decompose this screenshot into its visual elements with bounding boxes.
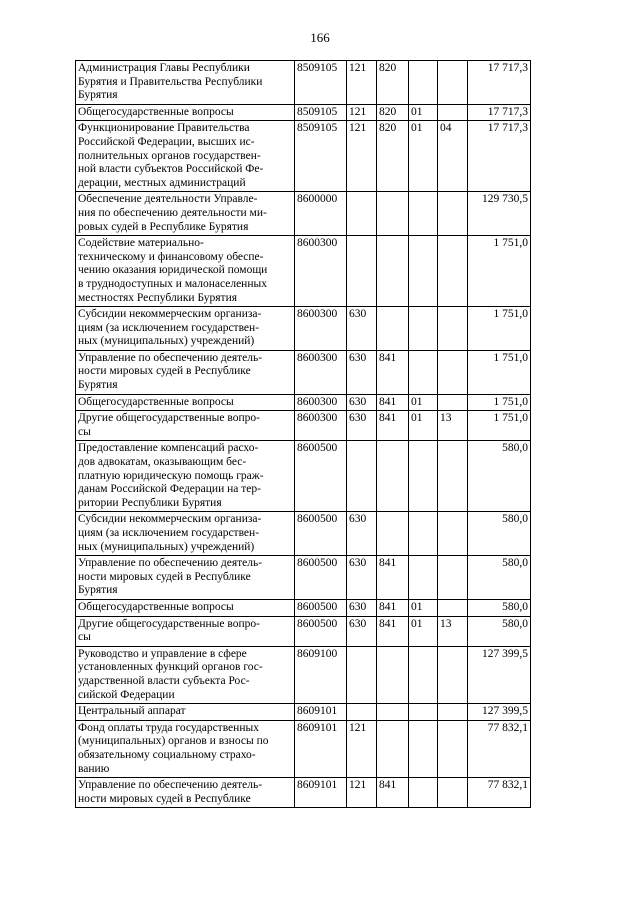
table-row — [76, 720, 531, 777]
code-cell: 8509105 — [295, 61, 347, 105]
row-name-cell — [76, 236, 295, 307]
ministry-cell — [377, 236, 409, 307]
ministry-cell: 820 — [377, 104, 409, 121]
code-cell: 8509105 — [295, 121, 347, 192]
row-name-cell — [76, 104, 295, 121]
row-name-line: Администрация Главы Республики — [78, 62, 250, 74]
subsection-cell — [438, 350, 468, 394]
amount-cell: 1 751,0 — [468, 236, 531, 307]
row-name-line: Обеспечение деятельности Управле- — [78, 193, 258, 206]
ministry-cell — [377, 441, 409, 512]
section-cell: 01 — [409, 411, 438, 441]
ministry-cell: 841 — [377, 411, 409, 441]
row-name-line: Субсидии некоммерческим организа- — [78, 308, 262, 321]
expense-type-cell: 121 — [347, 778, 377, 808]
section-cell: 01 — [409, 104, 438, 121]
amount-cell: 580,0 — [468, 599, 531, 616]
row-name-line: Центральный аппарат — [78, 705, 186, 718]
table-row — [76, 394, 531, 411]
row-name-cell — [76, 61, 295, 105]
row-name-line: ударственной власти субъекта Рос- — [78, 674, 250, 687]
section-cell — [409, 512, 438, 556]
code-cell: 8600000 — [295, 192, 347, 236]
table-row — [76, 411, 531, 441]
amount-cell: 580,0 — [468, 616, 531, 646]
expense-type-cell: 121 — [347, 104, 377, 121]
amount-cell: 1 751,0 — [468, 307, 531, 351]
code-cell: 8609100 — [295, 646, 347, 703]
row-name-line: сийской Федерации — [78, 688, 175, 701]
row-name-line: платную юридическую помощь граж- — [78, 469, 264, 482]
row-name-line: Российской Федерации, высших ис- — [78, 135, 255, 148]
row-name-line: Общегосударственные вопросы — [78, 105, 234, 118]
row-name-line: ности мировых судей в Республике — [78, 792, 251, 805]
ministry-cell — [377, 307, 409, 351]
amount-cell: 1 751,0 — [468, 411, 531, 441]
row-name-cell — [76, 121, 295, 192]
row-name-cell — [76, 350, 295, 394]
code-cell: 8609101 — [295, 720, 347, 777]
amount-cell: 580,0 — [468, 556, 531, 600]
ministry-cell — [377, 646, 409, 703]
table-row — [76, 556, 531, 600]
expense-type-cell: 121 — [347, 720, 377, 777]
table-row — [76, 61, 531, 105]
amount-cell: 127 399,5 — [468, 646, 531, 703]
row-name-cell — [76, 556, 295, 600]
ministry-cell: 841 — [377, 394, 409, 411]
ministry-cell: 841 — [377, 599, 409, 616]
row-name-line: сы — [78, 425, 91, 438]
subsection-cell — [438, 599, 468, 616]
budget-table — [75, 60, 531, 808]
row-name-line: Бурятия — [78, 584, 118, 597]
amount-cell: 17 717,3 — [468, 121, 531, 192]
expense-type-cell: 121 — [347, 61, 377, 105]
row-name-cell — [76, 720, 295, 777]
table-body — [76, 61, 531, 808]
table-row — [76, 599, 531, 616]
section-cell: 01 — [409, 121, 438, 192]
row-name-cell — [76, 441, 295, 512]
row-name-cell — [76, 646, 295, 703]
row-name-line: сы — [78, 631, 91, 644]
section-cell — [409, 556, 438, 600]
amount-cell: 580,0 — [468, 441, 531, 512]
row-name-line: ния по обеспечению деятельности ми- — [78, 206, 267, 219]
row-name-cell — [76, 512, 295, 556]
row-name-line: Содействие материально- — [78, 237, 204, 250]
table-row — [76, 307, 531, 351]
row-name-line: в труднодоступных и малонаселенных — [78, 277, 267, 290]
row-name-cell — [76, 616, 295, 646]
row-name-cell — [76, 307, 295, 351]
row-name-line: ной власти субъектов Российской Фе- — [78, 163, 264, 176]
section-cell — [409, 441, 438, 512]
row-name-line: Фонд оплаты труда государственных — [78, 721, 259, 734]
code-cell: 8600300 — [295, 411, 347, 441]
code-cell: 8609101 — [295, 778, 347, 808]
subsection-cell — [438, 192, 468, 236]
ministry-cell — [377, 192, 409, 236]
row-name-line: Общегосударственные вопросы — [78, 395, 234, 408]
row-name-cell — [76, 394, 295, 411]
subsection-cell: 13 — [438, 411, 468, 441]
expense-type-cell: 630 — [347, 350, 377, 394]
expense-type-cell: 630 — [347, 616, 377, 646]
expense-type-cell — [347, 192, 377, 236]
row-name-line: циям (за исключением государствен- — [78, 527, 260, 539]
row-name-line: Бурятия — [78, 89, 118, 102]
amount-cell: 1 751,0 — [468, 394, 531, 411]
subsection-cell — [438, 646, 468, 703]
row-name-line: чению оказания юридической помощи — [78, 264, 268, 277]
expense-type-cell — [347, 704, 377, 721]
code-cell: 8600300 — [295, 307, 347, 351]
ministry-cell: 820 — [377, 121, 409, 192]
expense-type-cell: 121 — [347, 121, 377, 192]
row-name-line: дерации, местных администраций — [78, 176, 246, 189]
subsection-cell — [438, 512, 468, 556]
row-name-line: дов адвокатам, оказывающим бес- — [78, 456, 247, 469]
code-cell: 8600500 — [295, 512, 347, 556]
subsection-cell — [438, 61, 468, 105]
table-row — [76, 441, 531, 512]
table-row — [76, 778, 531, 808]
row-name-line: ности мировых судей в Республике — [78, 365, 251, 378]
code-cell: 8600300 — [295, 350, 347, 394]
row-name-line: Другие общегосударственные вопро- — [78, 617, 260, 630]
section-cell — [409, 646, 438, 703]
table-row — [76, 104, 531, 121]
section-cell — [409, 720, 438, 777]
section-cell — [409, 192, 438, 236]
row-name-line: Субсидии некоммерческим организа- — [78, 513, 262, 526]
expense-type-cell: 630 — [347, 394, 377, 411]
row-name-line: ванию — [78, 762, 110, 775]
row-name-line: местностях Республики Бурятия — [78, 291, 238, 304]
row-name-cell — [76, 704, 295, 721]
row-name-line: Бурятия и Правительства Республики — [78, 75, 263, 88]
row-name-line: Предоставление компенсаций расхо- — [78, 442, 259, 455]
row-name-line: Управление по обеспечению деятель- — [78, 557, 263, 570]
expense-type-cell: 630 — [347, 556, 377, 600]
row-name-line: Другие общегосударственные вопро- — [78, 412, 260, 425]
expense-type-cell: 630 — [347, 512, 377, 556]
table-row — [76, 192, 531, 236]
row-name-cell — [76, 778, 295, 808]
ministry-cell: 820 — [377, 61, 409, 105]
section-cell: 01 — [409, 394, 438, 411]
amount-cell: 77 832,1 — [468, 720, 531, 777]
subsection-cell — [438, 394, 468, 411]
page-number: 166 — [310, 30, 330, 45]
expense-type-cell: 630 — [347, 411, 377, 441]
code-cell: 8600300 — [295, 236, 347, 307]
subsection-cell — [438, 704, 468, 721]
row-name-line: Управление по обеспечению деятель- — [78, 779, 263, 792]
expense-type-cell — [347, 236, 377, 307]
amount-cell: 17 717,3 — [468, 104, 531, 121]
row-name-line: Бурятия — [78, 379, 118, 392]
row-name-line: ритории Республики Бурятия — [78, 496, 222, 509]
code-cell: 8600500 — [295, 556, 347, 600]
ministry-cell — [377, 720, 409, 777]
subsection-cell: 04 — [438, 121, 468, 192]
section-cell — [409, 61, 438, 105]
code-cell: 8600500 — [295, 599, 347, 616]
subsection-cell — [438, 720, 468, 777]
row-name-line: ности мировых судей в Республике — [78, 570, 251, 583]
amount-cell: 129 730,5 — [468, 192, 531, 236]
ministry-cell — [377, 512, 409, 556]
expense-type-cell — [347, 646, 377, 703]
row-name-line: обязательному социальному страхо- — [78, 748, 256, 761]
row-name-cell — [76, 192, 295, 236]
section-cell — [409, 350, 438, 394]
row-name-line: ных (муниципальных) учреждений) — [78, 335, 255, 348]
table-row — [76, 646, 531, 703]
section-cell — [409, 778, 438, 808]
row-name-line: ных (муниципальных) учреждений) — [78, 540, 255, 553]
row-name-line: Функционирование Правительства — [78, 122, 250, 135]
subsection-cell — [438, 236, 468, 307]
row-name-line: (муниципальных) органов и взносы по — [78, 735, 269, 748]
amount-cell: 127 399,5 — [468, 704, 531, 721]
table-row — [76, 704, 531, 721]
ministry-cell: 841 — [377, 778, 409, 808]
row-name-line: Руководство и управление в сфере — [78, 647, 247, 660]
table-row — [76, 616, 531, 646]
code-cell: 8609101 — [295, 704, 347, 721]
subsection-cell — [438, 778, 468, 808]
amount-cell: 1 751,0 — [468, 350, 531, 394]
ministry-cell: 841 — [377, 616, 409, 646]
code-cell: 8509105 — [295, 104, 347, 121]
table-row — [76, 236, 531, 307]
section-cell: 01 — [409, 616, 438, 646]
subsection-cell — [438, 556, 468, 600]
table-row — [76, 512, 531, 556]
row-name-cell — [76, 599, 295, 616]
row-name-line: ровых судей в Республике Бурятия — [78, 220, 249, 233]
amount-cell: 17 717,3 — [468, 61, 531, 105]
section-cell: 01 — [409, 599, 438, 616]
expense-type-cell — [347, 441, 377, 512]
row-name-line: циям (за исключением государствен- — [78, 321, 260, 334]
code-cell: 8600300 — [295, 394, 347, 411]
expense-type-cell: 630 — [347, 307, 377, 351]
row-name-cell — [76, 411, 295, 441]
ministry-cell: 841 — [377, 556, 409, 600]
expense-type-cell: 630 — [347, 599, 377, 616]
section-cell — [409, 236, 438, 307]
ministry-cell — [377, 704, 409, 721]
ministry-cell: 841 — [377, 350, 409, 394]
subsection-cell — [438, 441, 468, 512]
row-name-line: установленных функций органов гос- — [78, 661, 263, 674]
subsection-cell: 13 — [438, 616, 468, 646]
row-name-line: Общегосударственные вопросы — [78, 600, 234, 613]
table-row — [76, 350, 531, 394]
subsection-cell — [438, 307, 468, 351]
code-cell: 8600500 — [295, 616, 347, 646]
row-name-line: Управление по обеспечению деятель- — [78, 351, 263, 364]
row-name-line: техническому и финансовому обеспе- — [78, 250, 264, 263]
section-cell — [409, 307, 438, 351]
section-cell — [409, 704, 438, 721]
row-name-line: полнительных органов государствен- — [78, 149, 261, 162]
amount-cell: 580,0 — [468, 512, 531, 556]
code-cell: 8600500 — [295, 441, 347, 512]
subsection-cell — [438, 104, 468, 121]
amount-cell: 77 832,1 — [468, 778, 531, 808]
table-row — [76, 121, 531, 192]
row-name-line: данам Российской Федерации на тер- — [78, 483, 261, 496]
